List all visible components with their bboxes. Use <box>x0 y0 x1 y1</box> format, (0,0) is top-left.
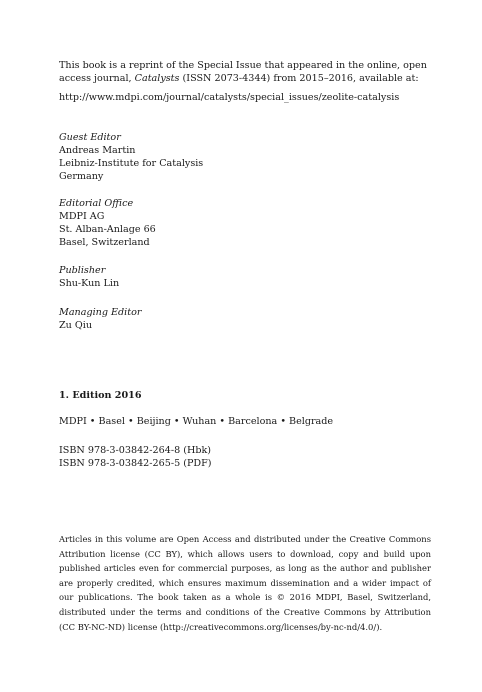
editorial-office-street: St. Alban-Anlage 66 <box>59 224 156 235</box>
guest-editor-section <box>59 131 431 183</box>
reprint-statement <box>59 59 431 85</box>
editorial-office-role: Editorial Office <box>59 198 134 209</box>
license-paragraph: Articles in this volume are Open Access and distributed under the Creative Commons Attribution license (CC BY), which allows users to download, copy and build upon published articles even for commercial purposes, as long as the author and publisher are properly credited, which ensures maximum dissemination and a wider impact of our publications. The book taken as a whole is © 2016 MDPI, Basel, Switzerland, distributed under the terms and conditions of the Creative Commons by Attribution (CC BY-NC-ND) license (http://creativecommons.org/licenses/by-nc-nd/4.0/). <box>59 534 431 632</box>
publisher-section <box>59 264 431 290</box>
edition-label: 1. Edition 2016 <box>59 390 142 401</box>
guest-editor-role: Guest Editor <box>59 132 121 143</box>
reprint-sentence-end: (ISSN 2073-4344) from 2015–2016, available at: <box>182 73 419 84</box>
isbn-hbk: ISBN 978-3-03842-264-8 (Hbk) <box>59 445 212 456</box>
guest-editor-country: Germany <box>59 171 104 182</box>
publisher-locations: MDPI • Basel • Beijing • Wuhan • Barcelona • Belgrade <box>59 416 334 427</box>
editorial-office-name: MDPI AG <box>59 211 105 222</box>
journal-name: Catalysts <box>134 73 180 84</box>
managing-editor-name: Zu Qiu <box>59 320 93 331</box>
editorial-office-city: Basel, Switzerland <box>59 237 150 248</box>
publisher-role: Publisher <box>59 265 106 276</box>
special-issue-url[interactable]: http://www.mdpi.com/journal/catalysts/special_issues/zeolite-catalysis <box>59 92 400 103</box>
guest-editor-affiliation: Leibniz-Institute for Catalysis <box>59 158 204 169</box>
managing-editor-role: Managing Editor <box>59 307 142 318</box>
isbn-pdf: ISBN 978-3-03842-265-5 (PDF) <box>59 458 212 469</box>
guest-editor-name: Andreas Martin <box>59 145 136 156</box>
managing-editor-section <box>59 306 431 332</box>
locations-section <box>59 415 431 428</box>
editorial-office-section <box>59 197 431 249</box>
isbn-section <box>59 444 431 470</box>
edition-section <box>59 389 431 402</box>
reprint-notice <box>59 59 431 104</box>
reprint-sentence-start: This book is a reprint of the Special Issue that appeared in the online, open access journal, <box>59 60 427 84</box>
publisher-name: Shu-Kun Lin <box>59 278 120 289</box>
